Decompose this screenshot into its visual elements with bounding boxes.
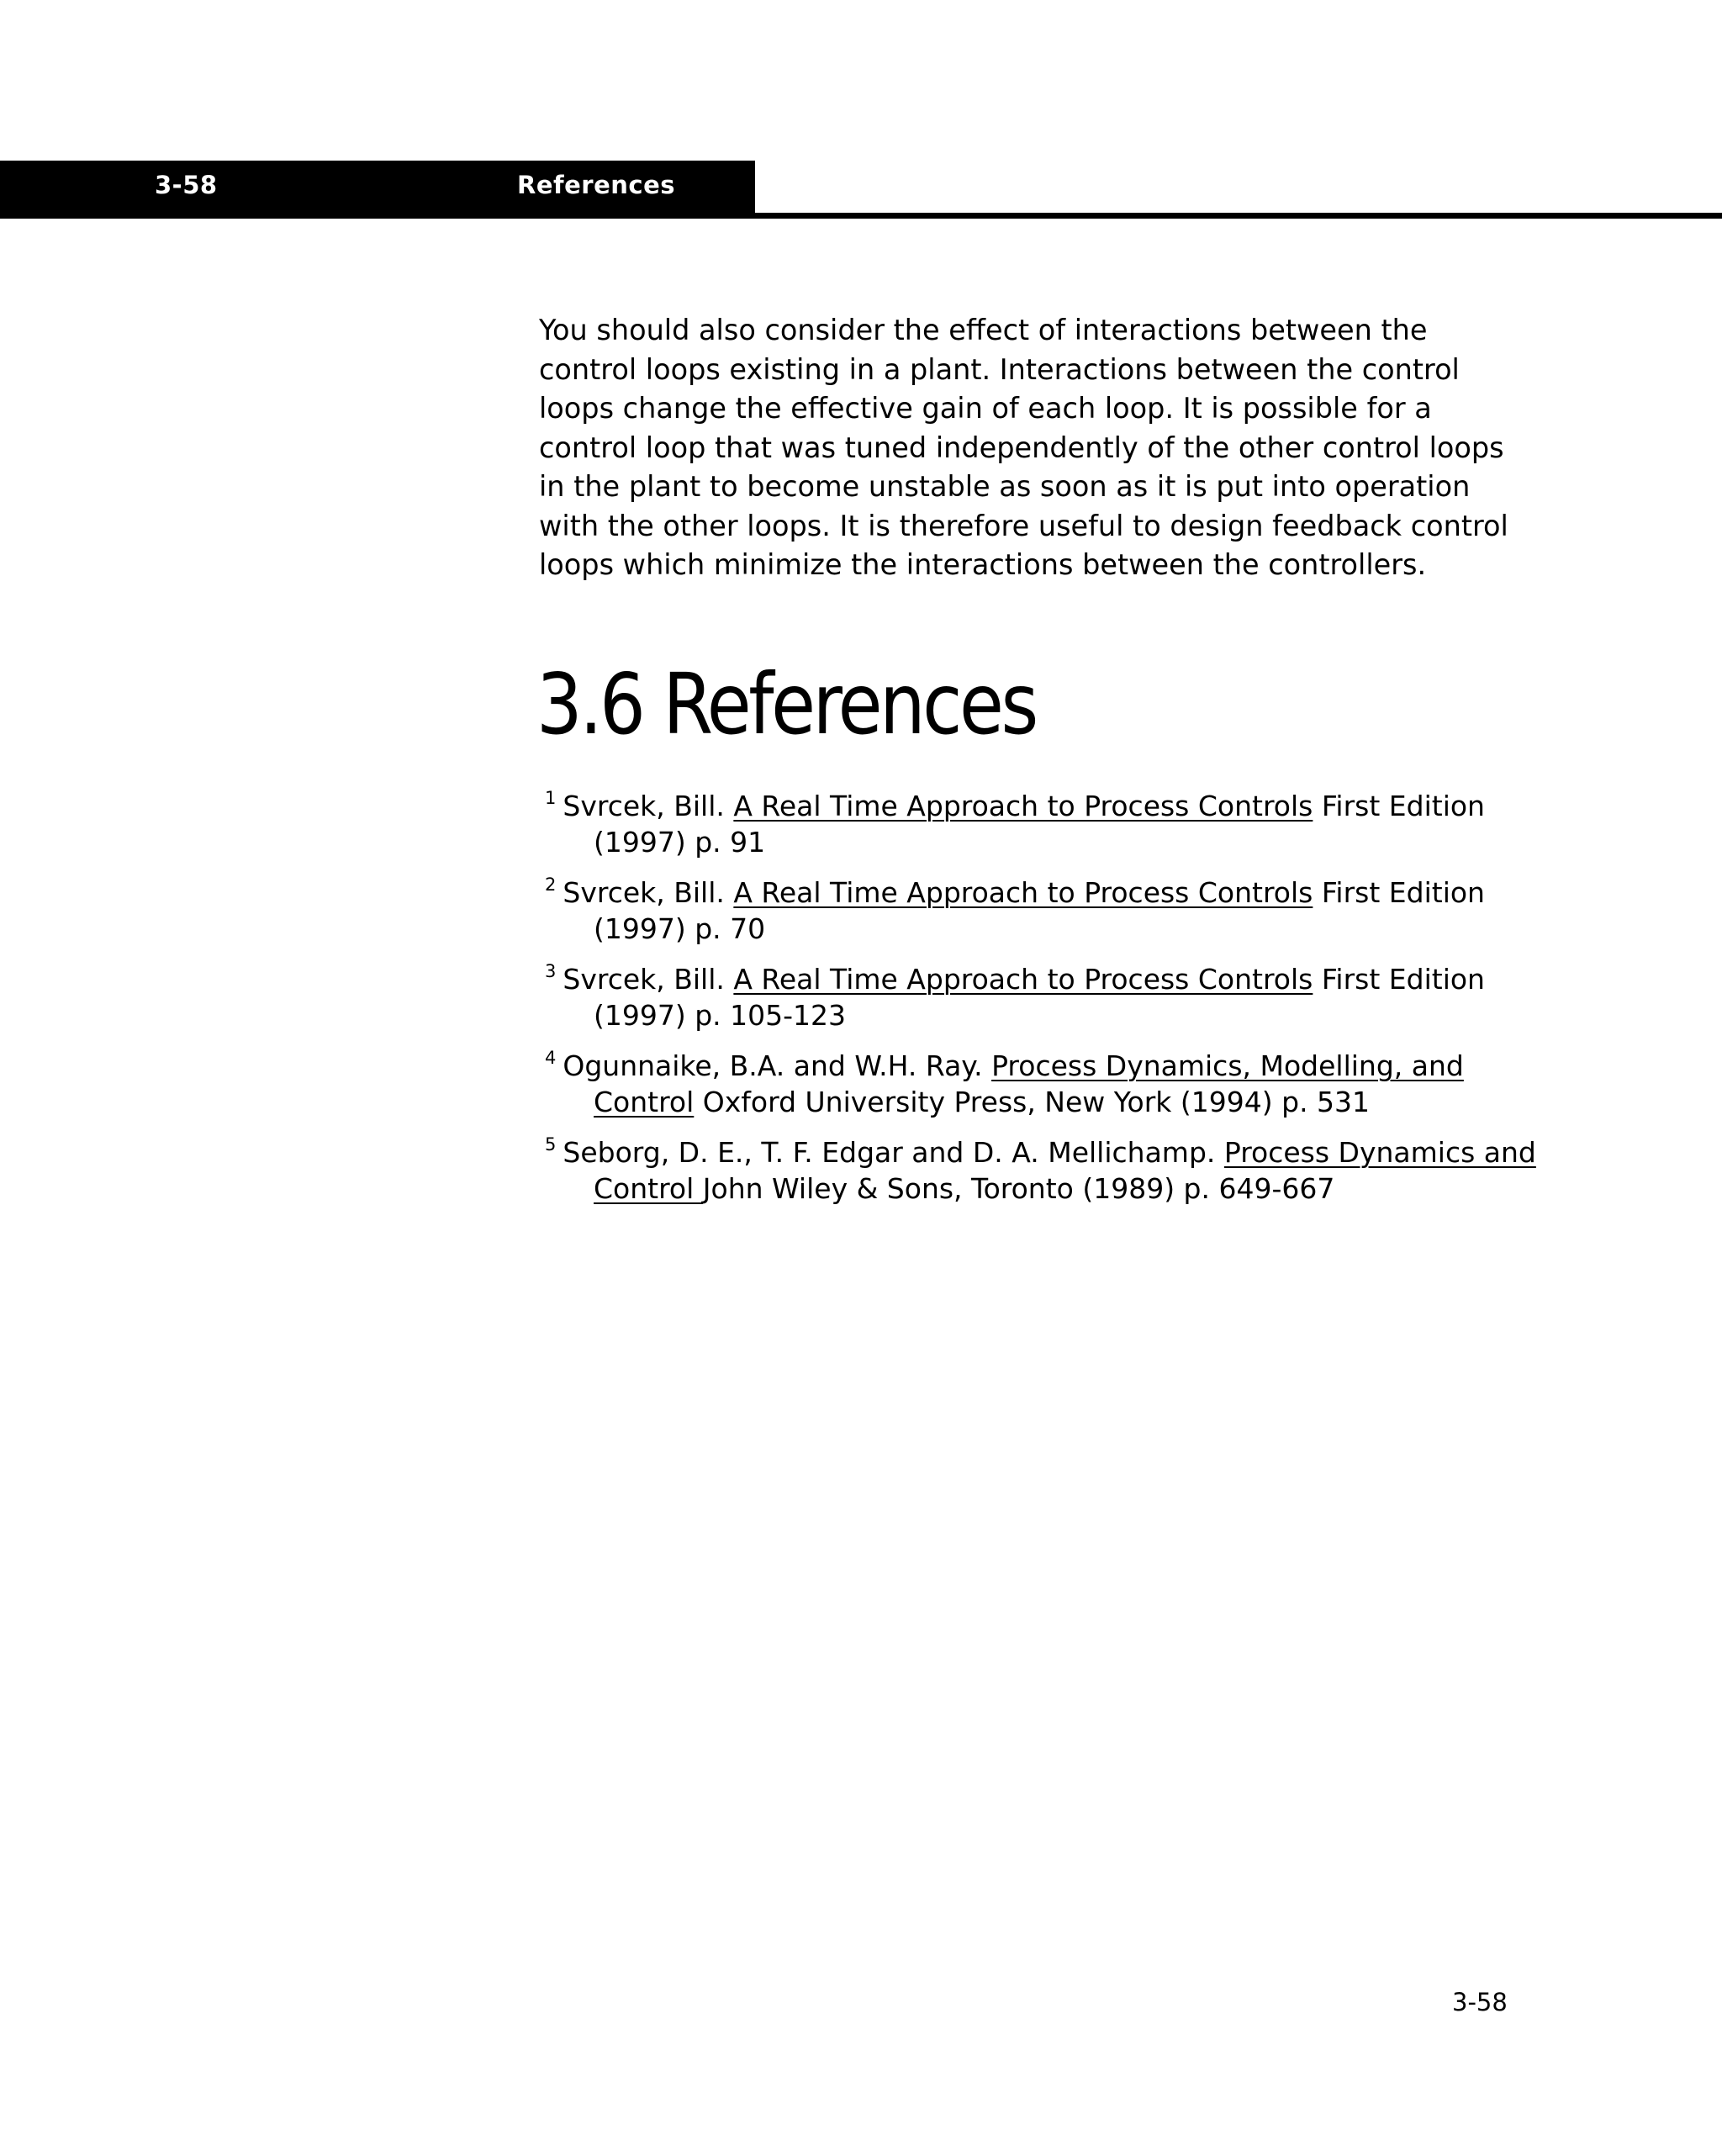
header-page-number: 3-58	[155, 171, 218, 199]
reference-number: 1	[545, 788, 557, 808]
reference-item	[545, 1049, 1537, 1120]
reference-item	[545, 962, 1537, 1033]
reference-list	[545, 789, 1537, 1222]
reference-authors: Ogunnaike, B.A. and W.H. Ray.	[563, 1049, 992, 1082]
reference-details: Oxford University Press, New York (1994) p. 531	[694, 1085, 1371, 1118]
section-heading: 3.6 References	[536, 655, 1036, 753]
reference-work-title: A Real Time Approach to Process Controls	[733, 790, 1313, 822]
reference-details: First Edition (1997) p. 105-123	[594, 963, 1485, 1032]
reference-work-title: A Real Time Approach to Process Controls	[733, 876, 1313, 909]
reference-authors: Svrcek, Bill.	[563, 876, 734, 909]
reference-authors: Seborg, D. E., T. F. Edgar and D. A. Mellichamp.	[563, 1136, 1224, 1169]
header-rule	[0, 213, 1722, 219]
reference-number: 2	[545, 875, 557, 895]
reference-authors: Svrcek, Bill.	[563, 790, 734, 822]
reference-details: John Wiley & Sons, Toronto (1989) p. 649-667	[702, 1171, 1335, 1205]
body-paragraph: You should also consider the effect of interactions between the control loops existing in a plant. Interactions between the control loops change the effective gain of each loop. It is possible for a control loop that was tuned independently of the other control loops in the plant to become unstable as soon as it is put into operation with the other loops. It is therefore useful to design feedback control loops which minimize the interactions between the controllers.	[539, 314, 1508, 581]
reference-work-title: A Real Time Approach to Process Controls	[733, 963, 1313, 996]
reference-item	[545, 1135, 1537, 1207]
reference-number: 5	[545, 1134, 557, 1155]
reference-work-title: Process Dynamics and Control	[594, 1136, 1536, 1205]
reference-item	[545, 875, 1537, 947]
reference-item	[545, 789, 1537, 860]
reference-details: First Edition (1997) p. 70	[594, 876, 1485, 945]
footer-page-number: 3-58	[1452, 1988, 1508, 2016]
reference-number: 3	[545, 961, 557, 981]
reference-authors: Svrcek, Bill.	[563, 963, 734, 996]
reference-details: First Edition (1997) p. 91	[594, 790, 1485, 859]
reference-number: 4	[545, 1048, 557, 1068]
header-section-title: References	[517, 171, 676, 199]
reference-work-title: Process Dynamics, Modelling, and Control	[594, 1049, 1464, 1118]
